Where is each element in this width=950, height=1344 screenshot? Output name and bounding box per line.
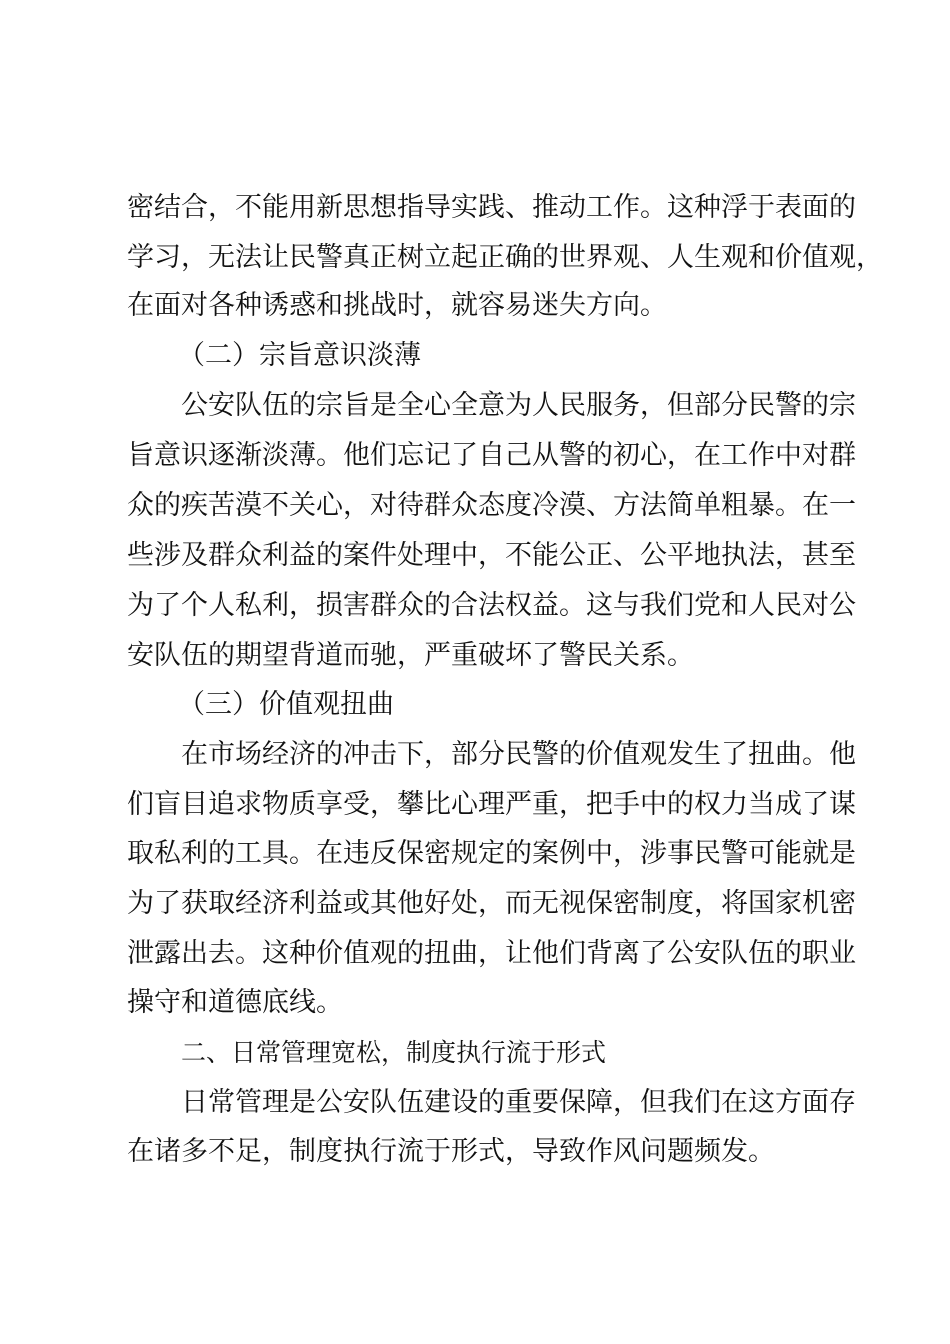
paragraph-line: 在诸多不足，制度执行流于形式，导致作风问题频发。 (127, 1136, 775, 1167)
paragraph-line: 们盲目追求物质享受，攀比心理严重，把手中的权力当成了谋 (127, 789, 856, 820)
subheading-purpose-awareness: （二）宗旨意识淡薄 (178, 340, 421, 371)
paragraph-line: 在市场经济的冲击下，部分民警的价值观发生了扭曲。他 (181, 739, 856, 770)
paragraph-line: 操守和道德底线。 (127, 987, 343, 1018)
paragraph-line: 学习，无法让民警真正树立起正确的世界观、人生观和价值观， (127, 242, 883, 273)
paragraph-line: 为了获取经济利益或其他好处，而无视保密制度，将国家机密 (127, 888, 856, 919)
subheading-values: （三）价值观扭曲 (178, 689, 394, 720)
paragraph-line: 公安队伍的宗旨是全心全意为人民服务，但部分民警的宗 (181, 390, 856, 421)
section-heading-daily-management: 二、日常管理宽松，制度执行流于形式 (181, 1038, 607, 1067)
paragraph-line: 密结合，不能用新思想指导实践、推动工作。这种浮于表面的 (127, 192, 856, 223)
paragraph-line: 泄露出去。这种价值观的扭曲，让他们背离了公安队伍的职业 (127, 938, 856, 969)
paragraph-line: 众的疾苦漠不关心，对待群众态度冷漠、方法简单粗暴。在一 (127, 490, 856, 521)
paragraph-line: 旨意识逐渐淡薄。他们忘记了自己从警的初心，在工作中对群 (127, 440, 856, 471)
paragraph-line: 日常管理是公安队伍建设的重要保障，但我们在这方面存 (181, 1087, 856, 1118)
paragraph-line: 为了个人私利，损害群众的合法权益。这与我们党和人民对公 (127, 590, 856, 621)
paragraph-line: 在面对各种诱惑和挑战时，就容易迷失方向。 (127, 290, 667, 321)
paragraph-line: 些涉及群众利益的案件处理中，不能公正、公平地执法，甚至 (127, 540, 856, 571)
paragraph-line: 安队伍的期望背道而驰，严重破坏了警民关系。 (127, 640, 694, 671)
paragraph-line: 取私利的工具。在违反保密规定的案例中，涉事民警可能就是 (127, 838, 856, 869)
